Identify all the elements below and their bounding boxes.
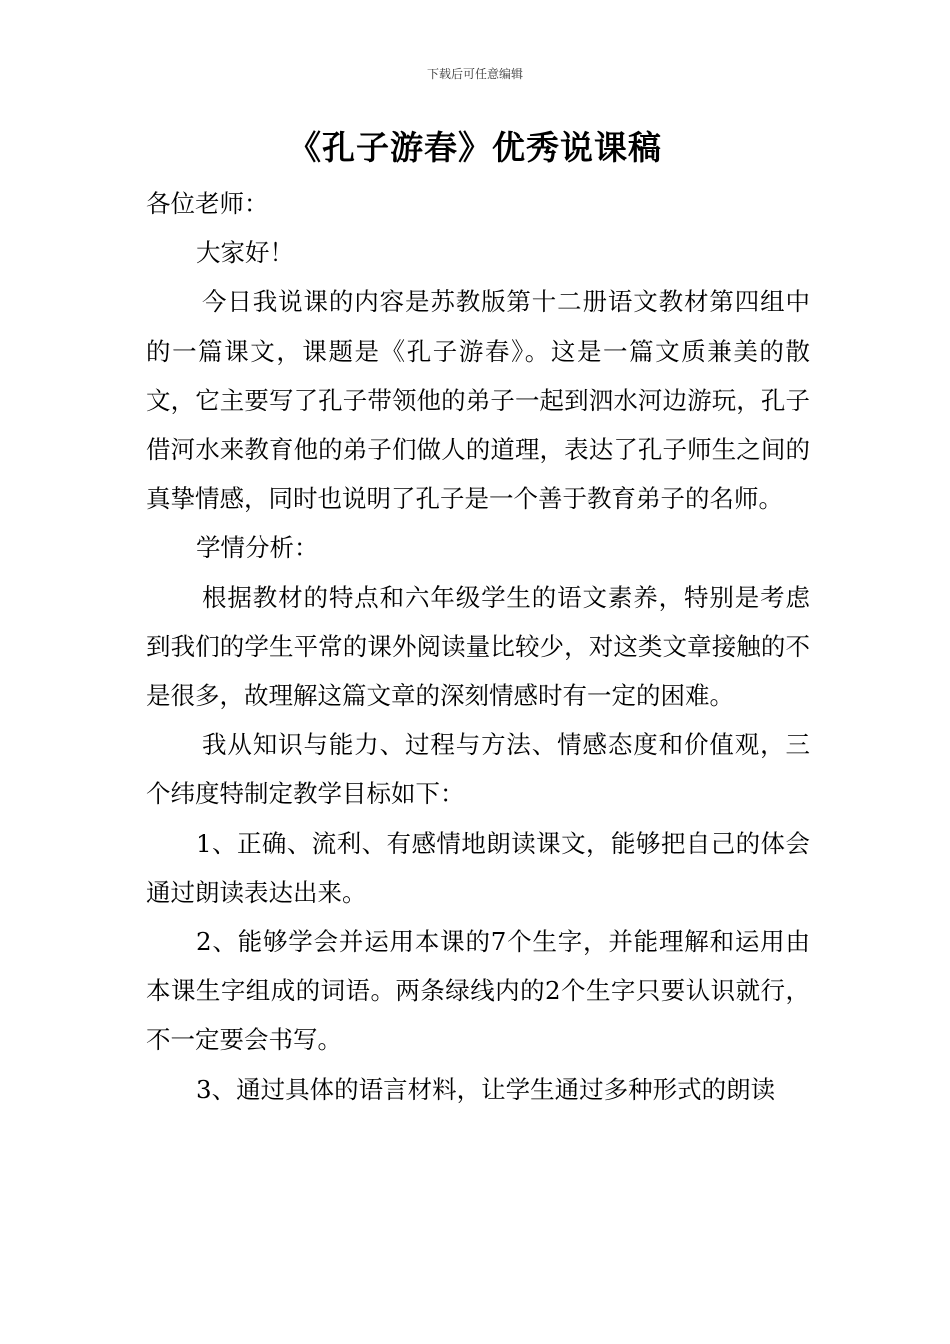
analysis-heading: 学情分析： (196, 533, 319, 563)
page-header-note: 下载后可任意编辑 (426, 67, 523, 81)
analysis-paragraph: 根据教材的特点和六年级学生的语文素养，特别是考虑到我们的学生平常的课外阅读量比较少，对这类文章接触的不是很多，故理解这篇文章的深刻情感时有一定的困难。 (146, 582, 810, 711)
greeting: 大家好！ (196, 238, 294, 268)
salutation: 各位老师： (146, 189, 269, 218)
document-title: 《孔子游春》优秀说课稿 (288, 128, 662, 167)
goals-intro-paragraph: 我从知识与能力、过程与方法、情感态度和价值观，三个纬度特制定教学目标如下： (146, 730, 810, 809)
goal-item-3: 3、通过具体的语言材料，让学生通过多种形式的朗读 (196, 1074, 776, 1104)
goal-item-2: 2、能够学会并运用本课的7个生字，并能理解和运用由本课生字组成的词语。两条绿线内的2个生字只要认识就行，不一定要会书写。 (146, 927, 810, 1055)
goal-item-1: 1、正确、流利、有感情地朗读课文，能够把自己的体会通过朗读表达出来。 (146, 828, 810, 907)
document-body (146, 179, 810, 1114)
intro-paragraph: 今日我说课的内容是苏教版第十二册语文教材第四组中的一篇课文，课题是《孔子游春》。这是一篇文质兼美的散文，它主要写了孔子带领他的弟子一起到泗水河边游玩，孔子借河水来教育他的弟子们做人的道理，表达了孔子师生之间的真挚情感，同时也说明了孔子是一个善于教育弟子的名师。 (146, 287, 810, 514)
